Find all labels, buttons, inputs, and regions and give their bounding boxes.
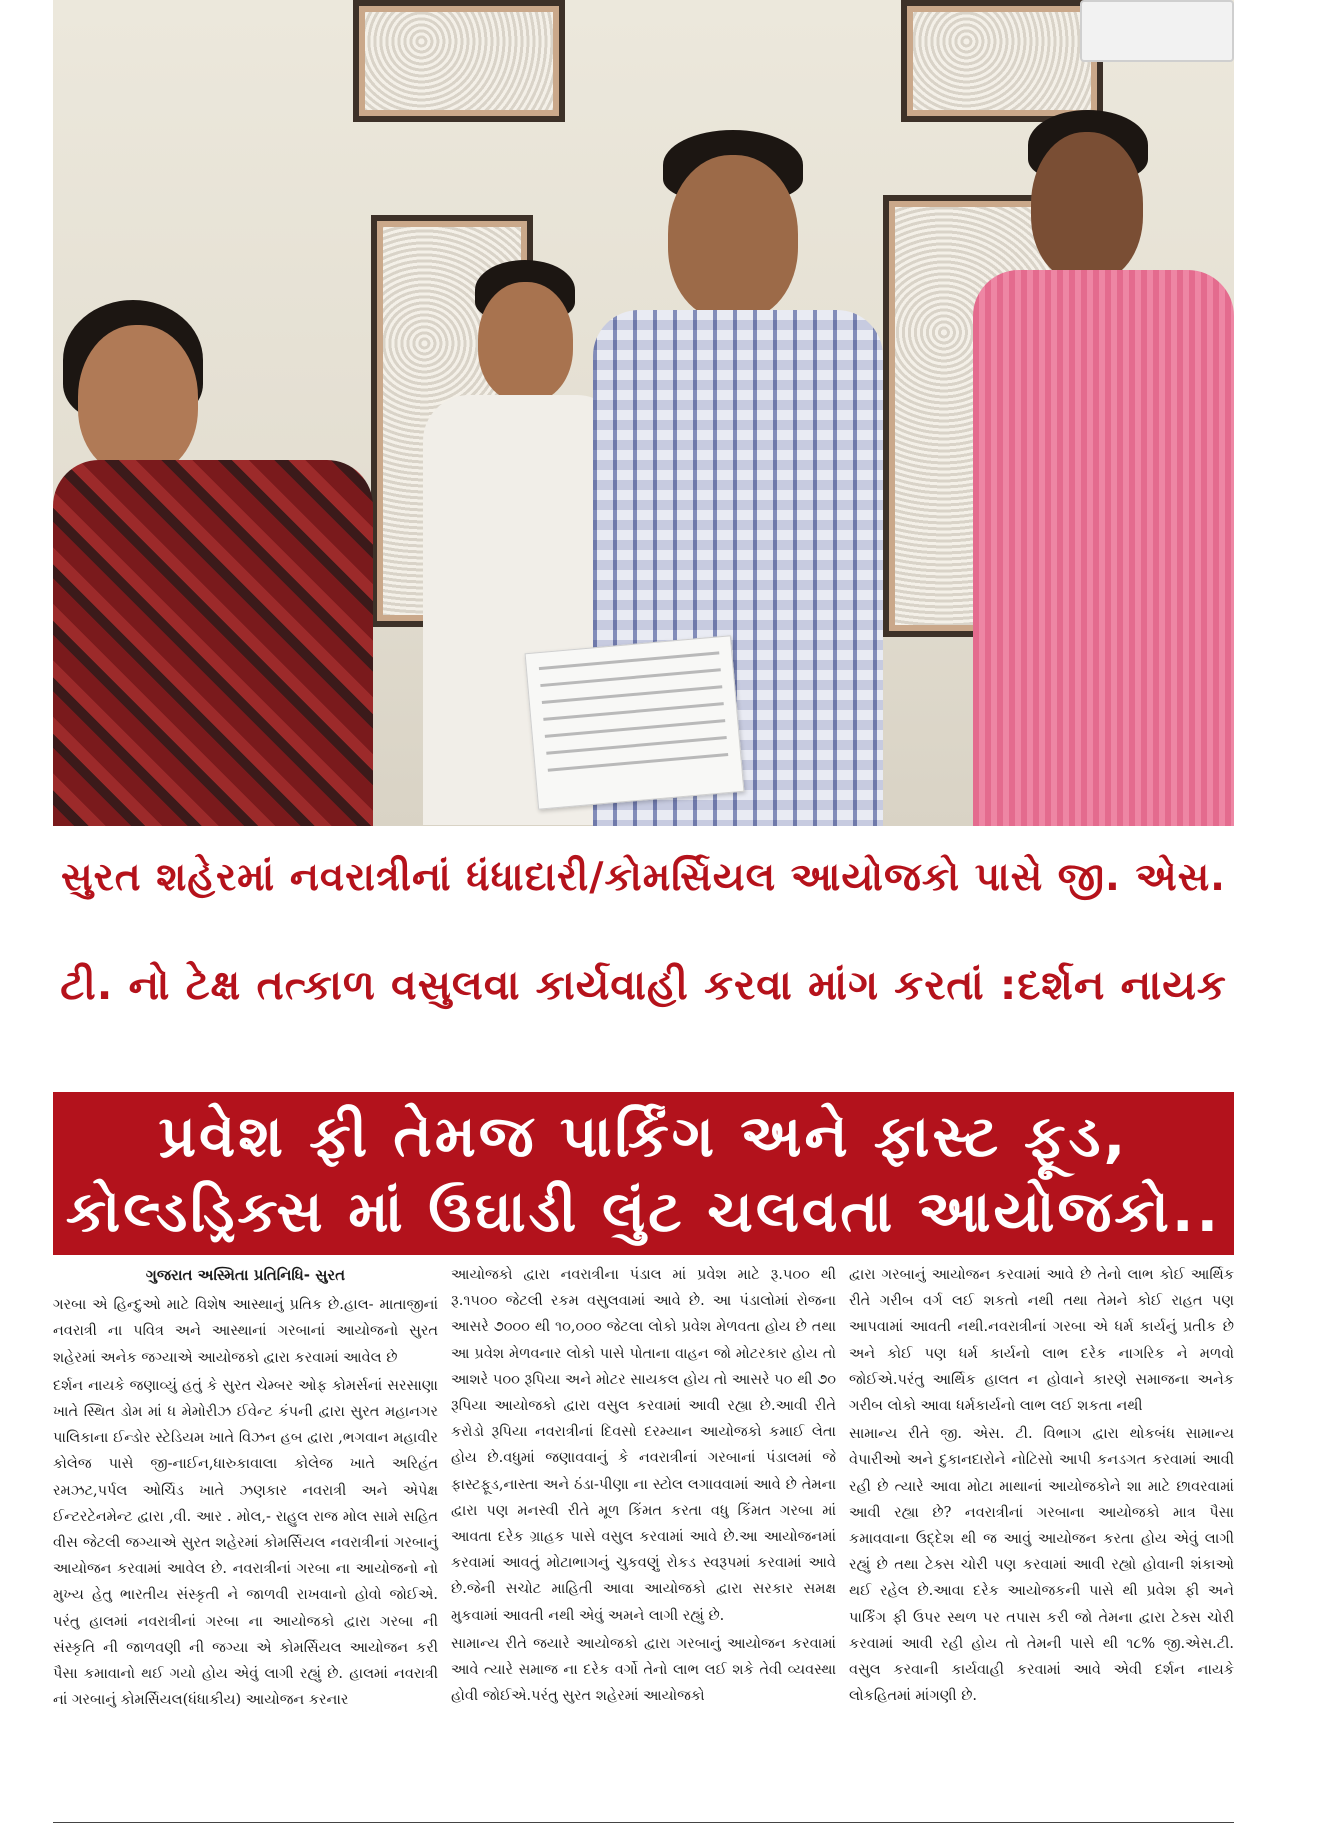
bottom-rule	[53, 1822, 1234, 1823]
paragraph: ગરબા એ હિન્દુઓ માટે વિશેષ આસ્થાનું પ્રતિક છે.હાલ- માતાજીનાં નવરાત્રી ના પવિત્ર અને આસ્થાનાં ગરબાનાં આયોજનો સુરત શહેરમાં અનેક જગ્યાએ આયોજકો દ્વારા કરવામાં આવેલ છે	[53, 1297, 438, 1366]
news-photo	[53, 0, 1234, 826]
window-frame	[901, 0, 1103, 122]
person-man-pink-shirt	[973, 110, 1234, 826]
paragraph: સામાન્ય રીતે જી. એસ. ટી. વિભાગ દ્વારા થોકબંધ સામાન્ય વેપારીઓ અને દુકાનદારોને નોટિસો આપી કનડગત કરવામાં આવી રહી છે ત્યારે આવા મોટા માથાનાં આયોજકોને શા માટે છાવરવામાં આવી રહ્યા છે? નવરાત્રીનાં ગરબાના આયોજકો માત્ર પૈસા કમાવવાના ઉદ્દેશ થી જ આવું આયોજન કરતા હોય એવું લાગી રહ્યું છે તથા ટેક્સ ચોરી પણ કરવામાં આવી રહ્યો હોવાની શંકાઓ થઈ રહેલ છે.આવા દરેક આયોજકની પાસે થી પ્રવેશ ફી અને પાર્કિંગ ફી ઉપર સ્થળ પર તપાસ કરી જો તેમના દ્વારા ટેક્સ ચોરી કરવામાં આવી રહી હોય તો તેમની પાસે થી ૧૮% જી.એસ.ટી. વસુલ કરવાની કાર્યવાહી કરવામાં આવે એવી દર્શન નાયકે લોકહિતમાં માંગણી છે.	[849, 1426, 1234, 1705]
person-woman	[53, 300, 383, 826]
paragraph: આયોજકો દ્વારા નવરાત્રીના પંડાલ માં પ્રવેશ માટે રૂ.૫૦૦ થી રૂ.૧૫૦૦ જેટલી રકમ વસુલવામાં આવે છે. આ પંડાલોમાં રોજના આસરે ૭૦૦૦ થી ૧૦,૦૦૦ જેટલા લોકો પ્રવેશ મેળવતા હોય છે તથા આ પ્રવેશ મેળવનાર લોકો પાસે પોતાના વાહન જો મોટરકાર હોય તો આશરે ૫૦૦ રૂપિયા અને મોટર સાયકલ હોય તો આસરે ૫૦ થી ૭૦ રૂપિયા આયોજકો દ્વારા વસુલ કરવામાં આવી રહ્યા છે.આવી રીતે કરોડો રૂપિયા નવરાત્રીનાં દિવસો દરમ્યાન આયોજકો કમાઈ લેતા હોય છે.વધુમાં જણાવવાનું કે નવરાત્રીનાં ગરબાનાં પંડાલમાં જે ફાસ્ટફૂડ,નાસ્તા અને ઠંડા-પીણા ના સ્ટોલ લગાવવામાં આવે છે તેમના દ્વારા પણ મનસ્વી રીતે મૂળ કિંમત કરતા વધુ કિંમત ગરબા માં આવતા દરેક ગ્રાહક પાસે વસુલ કરવામાં આવે છે.આ આયોજનમાં કરવામાં આવતું મોટાભાગનું ચુકવણું રોકડ સ્વરૂપમાં કરવામાં આવે છે.જેની સચોટ માહિતી આવા આયોજકો દ્વારા સરકાર સમક્ષ મુકવામાં આવતી નથી એવું અમને લાગી રહ્યું છે.	[451, 1267, 836, 1624]
banner-line-1: પ્રવેશ ફી તેમજ પાર્કિંગ અને ફાસ્ટ ફૂડ,	[158, 1102, 1129, 1170]
article-column-2	[451, 1262, 836, 1711]
headline-line-1: સુરત શહેરમાં નવરાત્રીનાં ધંધાદારી/કોમર્સિયલ આયોજકો પાસે જી. એસ.	[61, 855, 1226, 900]
subheadline-banner	[53, 1092, 1234, 1255]
paragraph: દ્વારા ગરબાનું આયોજન કરવામાં આવે છે તેનો લાભ કોઈ આર્થિક રીતે ગરીબ વર્ગ લઈ શકતો નથી તથા તેમને કોઈ રાહત પણ આપવામાં આવતી નથી.નવરાત્રીનાં ગરબા એ ધર્મ કાર્યનું પ્રતીક છે અને કોઈ પણ ધર્મ કાર્યનો લાભ દરેક નાગરિક ને મળવો જોઈએ.પરંતુ આર્થિક હાલત ન હોવાને કારણે સમાજના અનેક ગરીબ લોકો આવા ધર્મકાર્યનો લાભ લઈ શકતા નથી	[849, 1267, 1234, 1415]
paragraph: સામાન્ય રીતે જયારે આયોજકો દ્વારા ગરબાનું આયોજન કરવામાં આવે ત્યારે સમાજ ના દરેક વર્ગો તેનો લાભ લઈ શકે તેવી વ્યવસ્થા હોવી જોઈએ.પરંતુ સુરત શહેરમાં આયોજકો	[451, 1635, 836, 1705]
article-column-1	[53, 1262, 438, 1715]
memorandum-paper	[525, 635, 745, 809]
window-frame	[353, 0, 565, 122]
paragraph: દર્શન નાયકે જણાવ્યું હતું કે સુરત ચેમ્બર ઓફ કોમર્સનાં સરસાણા ખાતે સ્થિત ડોમ માં ધ મેમોરીઝ ઈવેન્ટ કંપની દ્વારા સુરત મહાનગર પાલિકાના ઈન્ડોર સ્ટેડિયમ ખાતે વિઝન હબ દ્વારા ,ભગવાન મહાવીર કોલેજ પાસે જી-નાઈન,ધારુકાવાલા કોલેજ ખાતે અરિહંત રમઝટ,પર્પલ ઓર્ચિડ ખાતે ઝણકાર નવરાત્રી અને એપેક્ષ ઈન્ટરટેનમેન્ટ દ્વારા ,વી. આર . મોલ,- રાહુલ રાજ મોલ સામે સહિત વીસ જેટલી જગ્યાએ સુરત શહેરમાં કોમર્સિયલ નવરાત્રીનાં ગરબાનું આયોજન કરવામાં આવેલ છે. નવરાત્રીનાં ગરબા ના આયોજનો નો મુખ્ય હેતુ ભારતીય સંસ્કૃતી ને જાળવી રાખવાનો હોવો જોઈએ. પરંતુ હાલમાં નવરાત્રીનાં ગરબા ના આયોજકો દ્વારા ગરબા ની સંસ્કૃતિ ની જાળવણી ની જગ્યા એ કોમર્સિયલ આયોજન કરી પૈસા કમાવાનો થઈ ગયો હોય એવું લાગી રહ્યું છે. હાલમાં નવરાત્રી નાં ગરબાનું કોમર્સિયલ(ધંધાકીય) આયોજન કરનાર	[53, 1377, 438, 1709]
headline-line-2: ટી. નો ટેક્ષ તત્કાળ વસુલવા કાર્યવાહી કરવા માંગ કરતાં :દર્શન નાયક	[60, 961, 1227, 1009]
banner-line-2: કોલ્ડડ્રિક્સ માં ઉઘાડી લુંટ ચલવતા આયોજકો..	[65, 1179, 1222, 1245]
article-column-3	[849, 1262, 1234, 1711]
byline: ગુજરાત અસ્મિતા પ્રતિનિધિ- સુરત	[145, 1266, 346, 1284]
article-body	[53, 1262, 1234, 1822]
air-conditioner	[1080, 0, 1234, 62]
